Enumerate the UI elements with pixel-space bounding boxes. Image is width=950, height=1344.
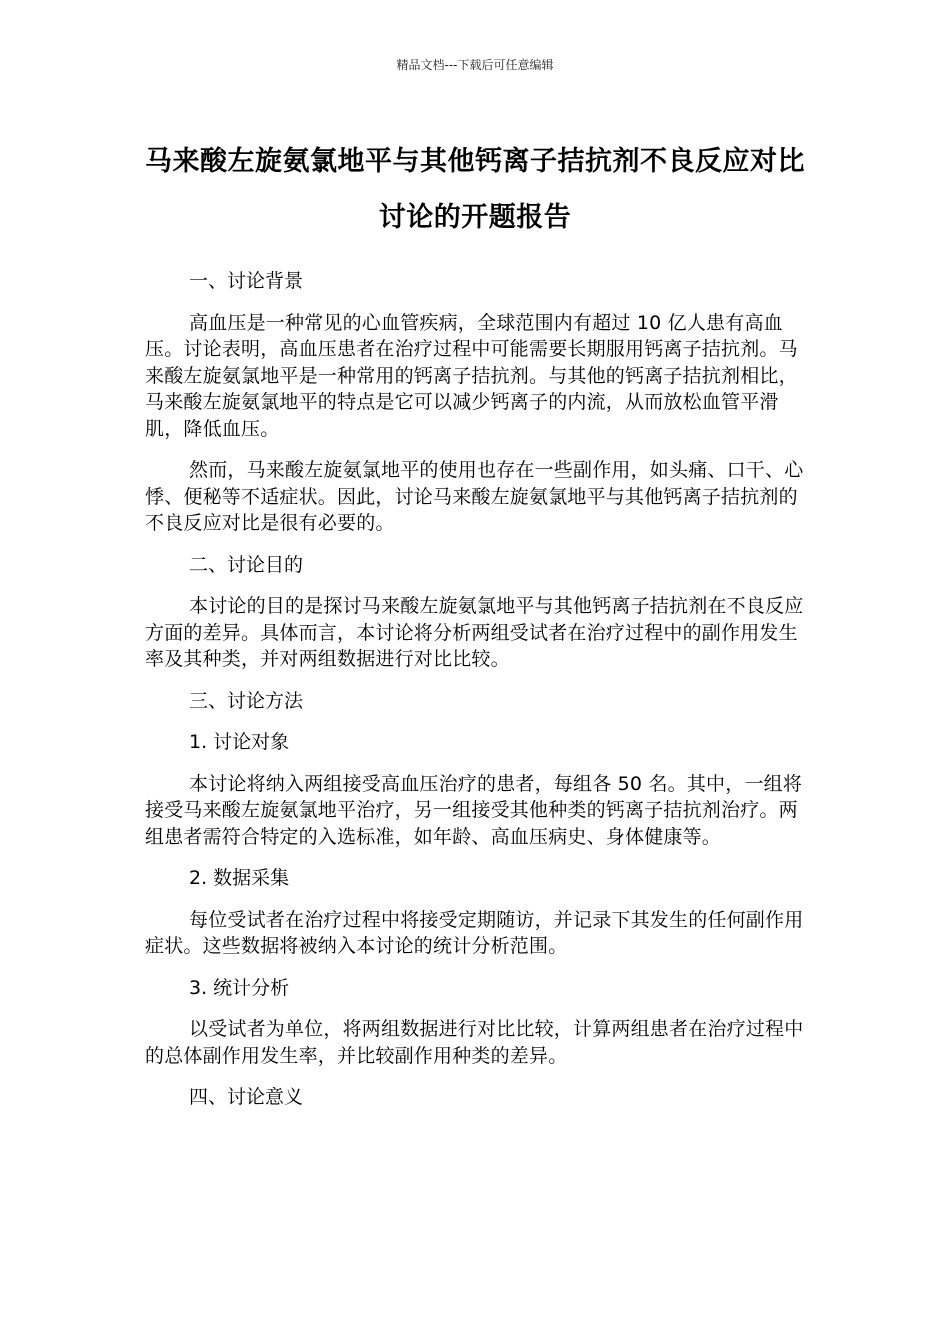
- section-heading-method: 三、讨论方法: [189, 689, 304, 712]
- data-collection-paragraph-1: 每位受试者在治疗过程中将接受定期随访，并记录下其发生的任何副作用症状。这些数据将被纳入本讨论的统计分析范围。: [145, 908, 804, 957]
- section-heading-background: 一、讨论背景: [189, 270, 304, 292]
- background-paragraph-2: 然而，马来酸左旋氨氯地平的使用也存在一些副作用，如头痛、口干、心悸、便秘等不适症状。因此，讨论马来酸左旋氨氯地平与其他钙离子拮抗剂的不良反应对比是很有必要的。: [145, 459, 804, 534]
- statistics-paragraph-1: 以受试者为单位，将两组数据进行对比比较，计算两组患者在治疗过程中的总体副作用发生率，并比较副作用种类的差异。: [145, 1018, 804, 1067]
- page-header: 精品文档---下载后可任意编辑: [396, 58, 554, 72]
- subsection-heading-statistics: 3. 统计分析: [189, 976, 290, 999]
- subsection-heading-subjects: 1. 讨论对象: [189, 731, 290, 753]
- purpose-paragraph-1: 本讨论的目的是探讨马来酸左旋氨氯地平与其他钙离子拮抗剂在不良反应方面的差异。具体而言，本讨论将分析两组受试者在治疗过程中的副作用发生率及其种类，并对两组数据进行对比比较。: [145, 595, 804, 670]
- section-heading-purpose: 二、讨论目的: [189, 553, 304, 576]
- document-title: 马来酸左旋氨氯地平与其他钙离子拮抗剂不良反应对比讨论的开题报告: [145, 146, 805, 233]
- subjects-paragraph-1: 本讨论将纳入两组接受高血压治疗的患者，每组各 50 名。其中，一组将接受马来酸左旋氨氯地平治疗，另一组接受其他种类的钙离子拮抗剂治疗。两组患者需符合特定的入选标准，如年龄、高血压病史、身体健康等。: [145, 772, 803, 848]
- subsection-heading-data-collection: 2. 数据采集: [189, 867, 290, 889]
- section-heading-significance: 四、讨论意义: [189, 1086, 304, 1108]
- document-body: [145, 268, 805, 1111]
- background-paragraph-1: 高血压是一种常见的心血管疾病，全球范围内有超过 10 亿人患有高血压。讨论表明，高血压患者在治疗过程中可能需要长期服用钙离子拮抗剂。马来酸左旋氨氯地平是一种常用的钙离子拮抗剂。与其他的钙离子拮抗剂相比，马来酸左旋氨氯地平的特点是它可以减少钙离子的内流，从而放松血管平滑肌，降低血压。: [145, 311, 798, 440]
